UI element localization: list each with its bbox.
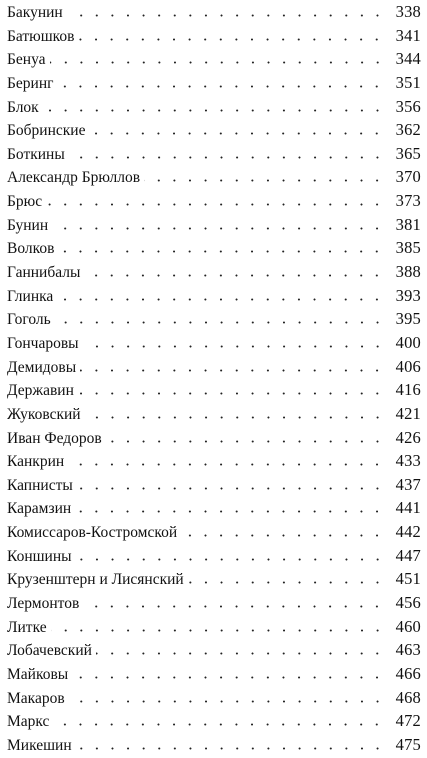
toc-entry[interactable] bbox=[7, 284, 421, 308]
dot-leader bbox=[67, 14, 385, 17]
entry-page-number: 441 bbox=[395, 498, 421, 518]
entry-page-number: 362 bbox=[395, 120, 421, 140]
entry-page-number: 447 bbox=[395, 545, 421, 565]
toc-entry[interactable] bbox=[7, 24, 421, 48]
entry-page-number: 388 bbox=[395, 262, 421, 282]
entry-page-number: 472 bbox=[395, 711, 421, 731]
entry-page-number: 344 bbox=[395, 49, 421, 69]
dot-leader bbox=[57, 298, 385, 301]
entry-page-number: 426 bbox=[395, 427, 421, 447]
entry-title: Карамзин bbox=[7, 500, 72, 518]
entry-title: Гончаровы bbox=[7, 334, 79, 352]
table-of-contents bbox=[7, 0, 421, 757]
entry-title: Бакунин bbox=[7, 4, 63, 21]
dot-leader bbox=[58, 250, 385, 253]
entry-page-number: 421 bbox=[395, 403, 421, 423]
toc-entry[interactable] bbox=[7, 378, 421, 402]
toc-entry[interactable] bbox=[7, 236, 421, 260]
entry-page-number: 400 bbox=[395, 332, 421, 352]
dot-leader bbox=[188, 581, 385, 584]
entry-title: Бобринские bbox=[7, 122, 86, 140]
entry-title: Брюс bbox=[7, 193, 43, 211]
dot-leader bbox=[72, 676, 385, 679]
entry-title: Бенуа bbox=[7, 51, 46, 69]
dot-leader bbox=[53, 723, 385, 726]
toc-entry[interactable] bbox=[7, 260, 421, 284]
dot-leader bbox=[75, 510, 385, 513]
entry-page-number: 370 bbox=[395, 167, 421, 187]
entry-title: Майковы bbox=[7, 665, 69, 683]
dot-leader bbox=[76, 747, 385, 750]
entry-title: Державин bbox=[7, 382, 74, 400]
entry-title: Батюшков bbox=[7, 27, 75, 45]
entry-title: Лобачевский bbox=[7, 642, 92, 660]
toc-entry[interactable] bbox=[7, 165, 421, 189]
entry-title: Коншины bbox=[7, 547, 72, 565]
dot-leader bbox=[69, 156, 385, 159]
entry-title: Капнисты bbox=[7, 476, 73, 494]
entry-page-number: 451 bbox=[395, 569, 421, 589]
entry-page-number: 365 bbox=[395, 143, 421, 163]
entry-page-number: 475 bbox=[395, 734, 421, 754]
toc-entry[interactable] bbox=[7, 47, 421, 71]
toc-entry[interactable] bbox=[7, 449, 421, 473]
entry-title: Жуковский bbox=[7, 405, 81, 423]
dot-leader bbox=[77, 487, 385, 490]
dot-leader bbox=[69, 700, 385, 703]
dot-leader bbox=[83, 345, 385, 348]
entry-title: Маркс bbox=[7, 713, 50, 731]
entry-title: Гоголь bbox=[7, 311, 51, 329]
dot-leader bbox=[84, 274, 385, 277]
toc-entry[interactable] bbox=[7, 686, 421, 710]
toc-entry[interactable] bbox=[7, 307, 421, 331]
toc-entry[interactable] bbox=[7, 591, 421, 615]
toc-entry[interactable] bbox=[7, 473, 421, 497]
dot-leader bbox=[52, 227, 385, 230]
entry-page-number: 442 bbox=[395, 522, 421, 542]
toc-entry[interactable] bbox=[7, 189, 421, 213]
entry-title: Литке bbox=[7, 618, 47, 636]
toc-entry[interactable] bbox=[7, 402, 421, 426]
dot-leader bbox=[96, 652, 385, 655]
entry-page-number: 468 bbox=[395, 687, 421, 707]
dot-leader bbox=[144, 179, 385, 182]
toc-entry[interactable] bbox=[7, 496, 421, 520]
entry-page-number: 437 bbox=[395, 474, 421, 494]
dot-leader bbox=[83, 605, 385, 608]
entry-page-number: 406 bbox=[395, 356, 421, 376]
entry-title: Ганнибалы bbox=[7, 264, 81, 282]
entry-title: Иван Федоров bbox=[7, 429, 102, 447]
entry-title: Лермонтов bbox=[7, 595, 80, 613]
entry-title: Канкрин bbox=[7, 453, 65, 471]
entry-title: Александр Брюллов bbox=[7, 169, 141, 187]
entry-page-number: 393 bbox=[395, 285, 421, 305]
toc-entry[interactable] bbox=[7, 213, 421, 237]
entry-page-number: 466 bbox=[395, 663, 421, 683]
toc-entry[interactable] bbox=[7, 331, 421, 355]
entry-page-number: 356 bbox=[395, 96, 421, 116]
entry-title: Беринг bbox=[7, 74, 54, 92]
toc-entry[interactable] bbox=[7, 0, 421, 24]
toc-entry[interactable] bbox=[7, 709, 421, 733]
entry-title: Макаров bbox=[7, 689, 65, 707]
toc-entry[interactable] bbox=[7, 118, 421, 142]
dot-leader bbox=[80, 369, 385, 372]
dot-leader bbox=[55, 321, 385, 324]
entry-page-number: 460 bbox=[395, 616, 421, 636]
dot-leader bbox=[50, 61, 385, 64]
dot-leader bbox=[43, 109, 385, 112]
toc-entry[interactable] bbox=[7, 520, 421, 544]
entry-page-number: 456 bbox=[395, 593, 421, 613]
entry-title: Глинка bbox=[7, 287, 54, 305]
entry-page-number: 338 bbox=[395, 2, 421, 21]
toc-entry[interactable] bbox=[7, 733, 421, 757]
entry-title: Демидовы bbox=[7, 358, 77, 376]
toc-entry[interactable] bbox=[7, 142, 421, 166]
toc-entry[interactable] bbox=[7, 662, 421, 686]
dot-leader bbox=[85, 416, 385, 419]
entry-page-number: 433 bbox=[395, 451, 421, 471]
toc-entry[interactable] bbox=[7, 567, 421, 591]
entry-title: Блок bbox=[7, 98, 39, 116]
toc-entry[interactable] bbox=[7, 71, 421, 95]
entry-title: Бунин bbox=[7, 216, 49, 234]
entry-page-number: 385 bbox=[395, 238, 421, 258]
toc-entry[interactable] bbox=[7, 615, 421, 639]
entry-title: Волков bbox=[7, 240, 55, 258]
dot-leader bbox=[68, 463, 385, 466]
dot-leader bbox=[76, 558, 385, 561]
dot-leader bbox=[181, 534, 385, 537]
dot-leader bbox=[78, 38, 385, 41]
dot-leader bbox=[51, 629, 385, 632]
entry-page-number: 395 bbox=[395, 309, 421, 329]
toc-entry[interactable] bbox=[7, 355, 421, 379]
toc-entry[interactable] bbox=[7, 95, 421, 119]
entry-page-number: 351 bbox=[395, 72, 421, 92]
entry-page-number: 463 bbox=[395, 640, 421, 660]
entry-page-number: 373 bbox=[395, 191, 421, 211]
entry-title: Микешин bbox=[7, 736, 72, 754]
dot-leader bbox=[106, 440, 385, 443]
entry-page-number: 381 bbox=[395, 214, 421, 234]
entry-title: Крузенштерн и Лисянский bbox=[7, 571, 184, 589]
entry-title: Боткины bbox=[7, 145, 65, 163]
entry-page-number: 341 bbox=[395, 25, 421, 45]
dot-leader bbox=[57, 85, 385, 88]
toc-entry[interactable] bbox=[7, 544, 421, 568]
dot-leader bbox=[89, 132, 385, 135]
toc-entry[interactable] bbox=[7, 426, 421, 450]
dot-leader bbox=[78, 392, 385, 395]
toc-entry[interactable] bbox=[7, 638, 421, 662]
entry-title: Комиссаров-Костромской bbox=[7, 524, 178, 542]
entry-page-number: 416 bbox=[395, 380, 421, 400]
dot-leader bbox=[46, 203, 385, 206]
